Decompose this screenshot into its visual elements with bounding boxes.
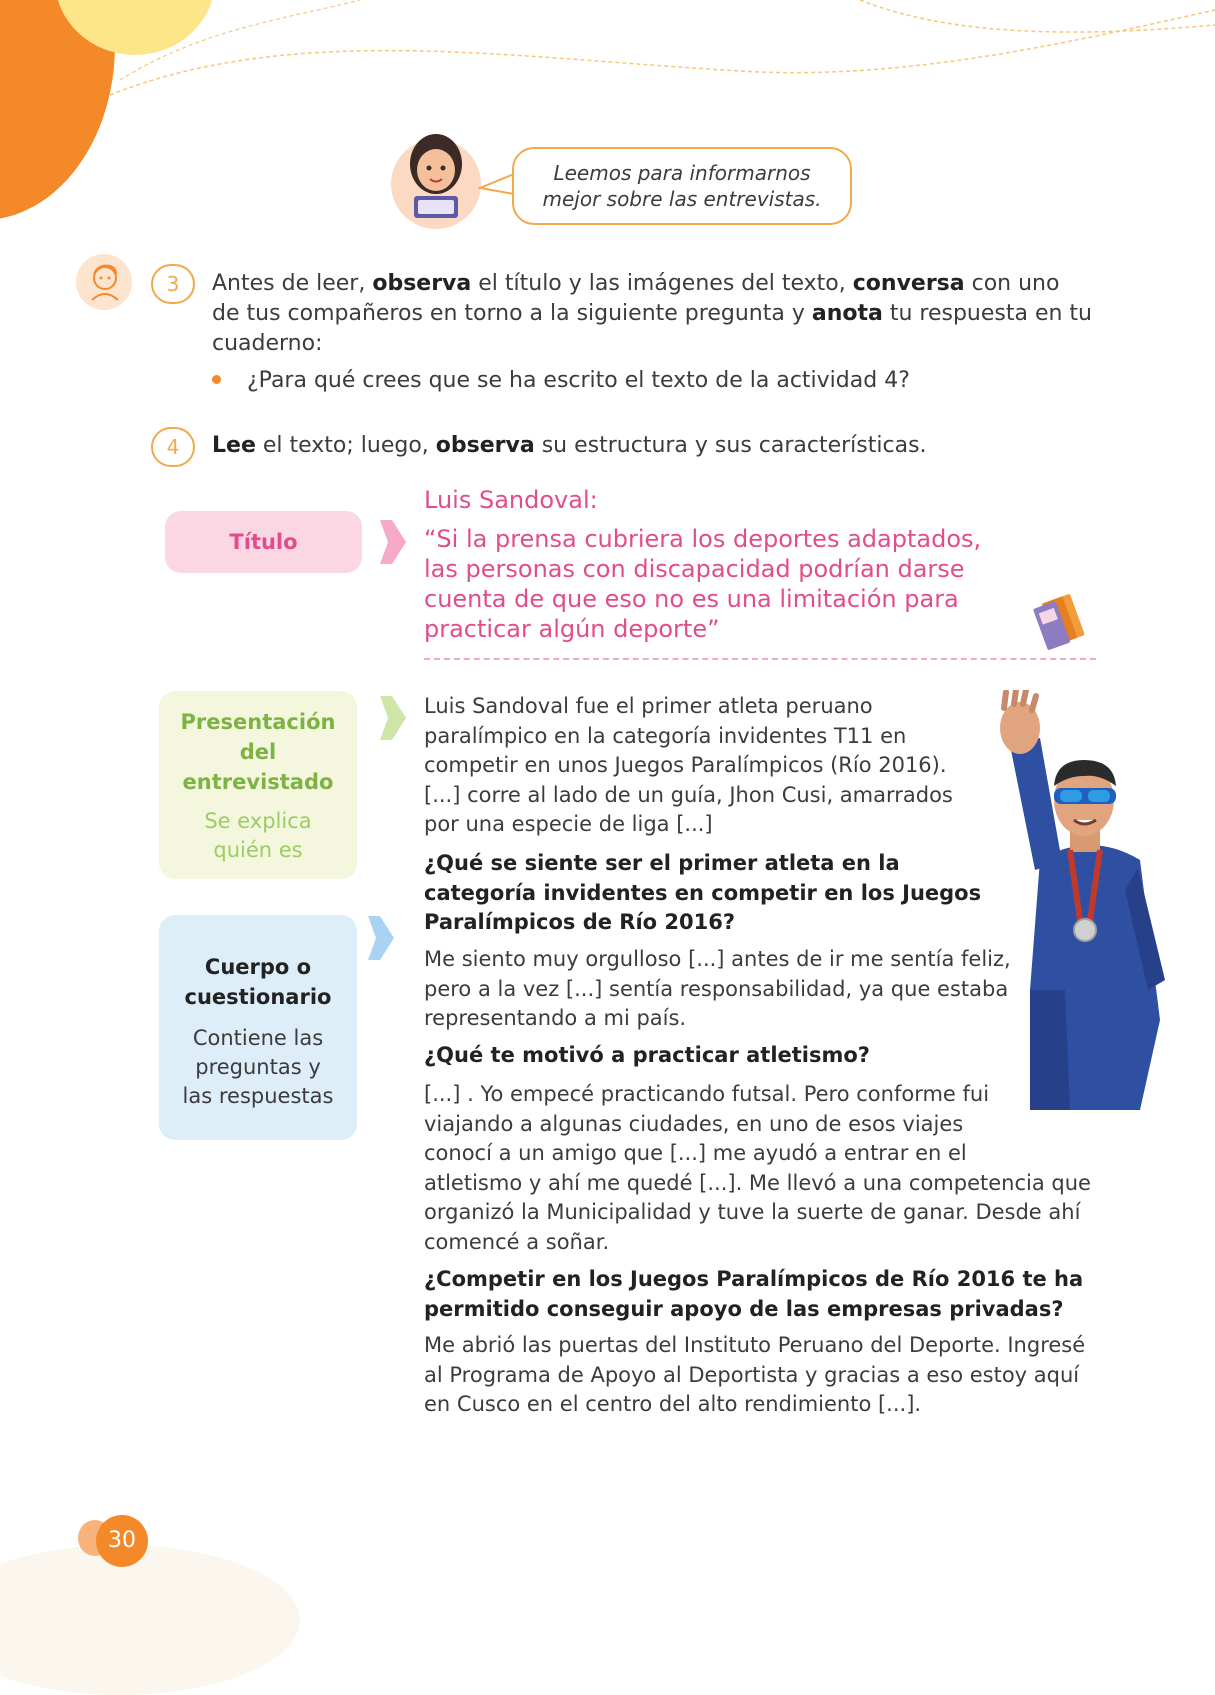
arrow-right-green-icon [380,696,406,740]
label-cuerpo-line-1: Cuerpo o [204,955,312,979]
answer-line: Me abrió las puertas del Instituto Peruano del Deporte. Ingresé [424,1333,1086,1357]
answer-line: organizó la Municipalidad y tuve la suerte de ganar. Desde ahí [424,1200,1081,1224]
answer-3 [424,1331,1104,1420]
article-title-quote [424,524,984,644]
bullet-dot [212,375,221,384]
intro-line: Luis Sandoval fue el primer atleta peruano [424,694,873,718]
activity-4-bold-2: observa [435,433,535,458]
activity-3-text-2: el título y las imágenes del texto, [471,271,853,296]
intro-line: [...] corre al lado de un guía, Jhon Cusi, amarrados [424,782,953,807]
question-line: ¿Qué se siente ser el primer atleta en la [424,851,900,875]
intro-line: competir en unos Juegos Paralímpicos (Río 2016). [424,753,947,777]
quote-line: cuenta de que eso no es una limitación para [424,585,959,613]
boy-talking-icon [76,254,132,310]
activity-3-bold-2: conversa [852,271,965,296]
intro-line: por una especie de liga [...] [424,812,713,836]
answer-line: al Programa de Apoyo al Deportista y gracias a eso estoy aquí [424,1362,1080,1387]
activity-3-text-1: Antes de leer, [212,271,373,296]
books-icon [1028,586,1106,650]
answer-2 [424,1080,1104,1257]
label-presentacion [159,691,357,879]
question-line: permitido conseguir apoyo de las empresas privadas? [424,1296,1064,1321]
label-titulo: Título [165,511,362,573]
arrow-right-pink-icon [380,520,406,564]
answer-line: atletismo y ahí me quedé [...]. Me llevó a una competencia que [424,1170,1091,1195]
girl-reading-icon [390,124,482,230]
answer-line: comencé a soñar. [424,1229,610,1254]
bottom-decoration-blob [0,1545,300,1695]
activity-4-bold-1: Lee [212,433,256,458]
decorative-dashed-lines [0,0,1215,110]
answer-line: [...] . Yo empecé practicando futsal. Pero conforme fui [424,1082,990,1106]
question-line: ¿Qué te motivó a practicar atletismo? [424,1043,870,1067]
activity-4-instructions [212,431,1092,461]
speech-bubble [512,147,852,225]
label-presentacion-line-3: entrevistado [182,770,334,794]
title-divider [424,658,1096,660]
quote-line: las personas con discapacidad podrían darse [424,555,965,583]
label-cuerpo-sub-3: las respuestas [182,1084,334,1108]
answer-line: conocí a un amigo que [...] me ayudó a entrar en el [424,1141,967,1165]
activity-4-text-1: el texto; luego, [255,433,436,458]
label-cuerpo-sub-1: Contiene las [192,1026,324,1050]
question-line: ¿Competir en los Juegos Paralímpicos de Río 2016 te ha [424,1267,1084,1291]
question-2 [424,1041,1024,1071]
activity-3-text-4: tu respuesta en tu cuaderno: [212,301,1092,356]
activity-3-text-3: con uno de tus compañeros en torno a la siguiente pregunta y [212,271,1060,326]
label-presentacion-line-1: Presentación [180,710,336,734]
answer-line: representando a mi país. [424,1006,687,1030]
activity-3-bullet-question: ¿Para qué crees que se ha escrito el texto de la actividad 4? [247,368,910,393]
intro-line: paralímpico en la categoría invidentes T11 en [424,723,907,748]
quote-line: “Si la prensa cubriera los deportes adaptados, [424,525,982,553]
question-line: categoría invidentes en competir en los Juegos [424,880,982,905]
answer-line: viajando a algunas ciudades, en uno de esos viajes [424,1111,964,1136]
question-3 [424,1265,1114,1324]
activity-3-number: 3 [151,264,195,304]
speech-bubble-line-2: mejor sobre las entrevistas. [542,187,822,211]
label-presentacion-line-2: del [239,740,277,764]
answer-line: en Cusco en el centro del alto rendimiento [...]. [424,1392,922,1416]
activity-3-instructions [212,269,1092,359]
article-title-name: Luis Sandoval: [424,486,598,514]
label-cuerpo [159,915,357,1140]
label-presentacion-sub-1: Se explica [204,809,312,833]
quote-line: practicar algún deporte” [424,615,720,643]
activity-3-bold-1: observa [372,271,472,296]
article-intro [424,692,984,840]
label-cuerpo-sub-2: preguntas y [195,1055,321,1079]
question-1 [424,849,984,938]
activity-4-number: 4 [151,427,195,467]
question-line: Paralímpicos de Río 2016? [424,910,736,934]
arrow-right-blue-icon [368,916,394,960]
activity-4-text-2: su estructura y sus características. [534,433,927,458]
answer-1 [424,945,1014,1034]
speech-bubble-line-1: Leemos para informarnos [553,161,811,185]
answer-line: pero a la vez [...] sentía responsabilidad, ya que estaba [424,976,1009,1001]
answer-line: Me siento muy orgulloso [...] antes de ir me sentía feliz, [424,947,1011,971]
label-presentacion-sub-2: quién es [213,838,303,862]
label-cuerpo-line-2: cuestionario [184,985,332,1009]
page-number: 30 [96,1515,148,1567]
activity-3-bold-3: anota [811,301,883,326]
